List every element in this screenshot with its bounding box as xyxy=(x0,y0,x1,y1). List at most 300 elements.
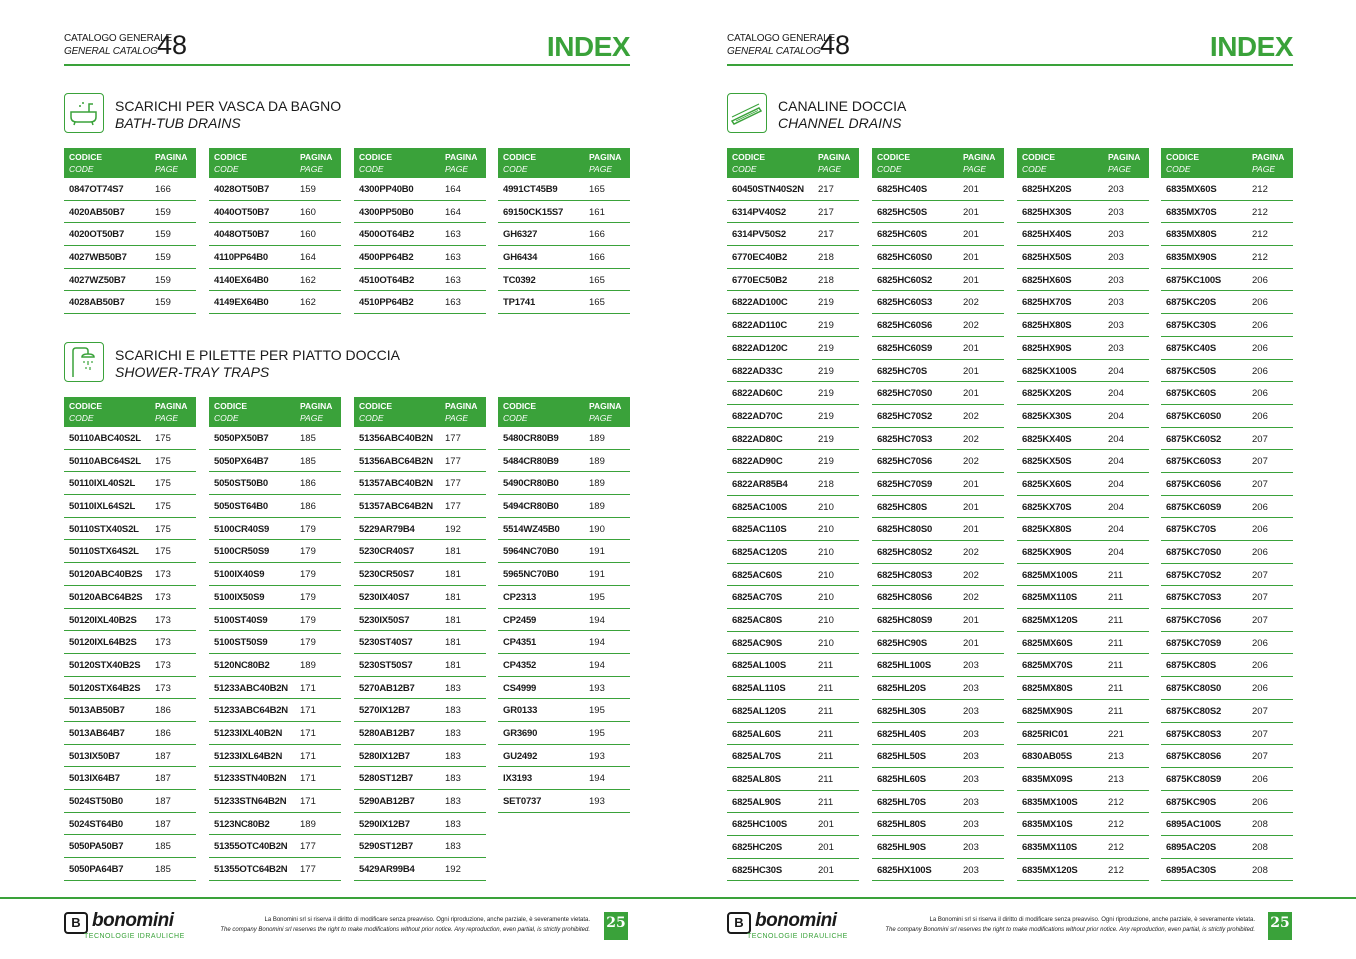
page-ref: 175 xyxy=(155,501,171,513)
page-ref: 203 xyxy=(963,819,979,831)
product-code: 50120IXL64B2S xyxy=(69,637,137,649)
product-code: 6875KC80S6 xyxy=(1166,751,1222,763)
product-code: 6825KX20S xyxy=(1022,388,1072,400)
table-row xyxy=(498,269,630,292)
table-row xyxy=(1017,382,1149,405)
page-ref: 177 xyxy=(445,433,461,444)
product-code: 6825MX60S xyxy=(1022,637,1073,649)
header-code-it: CODICE xyxy=(732,152,766,162)
product-code: GR3690 xyxy=(503,727,538,739)
product-code: 6875KC80S3 xyxy=(1166,728,1222,740)
product-code: 4500OT64B2 xyxy=(359,229,415,241)
page-ref: 210 xyxy=(818,615,834,627)
table-row xyxy=(498,495,630,518)
table-row xyxy=(498,518,630,541)
table-row xyxy=(209,246,341,269)
product-code: 6822AD100C xyxy=(732,297,788,309)
table-row xyxy=(354,201,486,224)
product-code: 6825HC70S9 xyxy=(877,478,933,490)
catalog-label-en: GENERAL CATALOG xyxy=(64,46,158,57)
product-code: 50120IXL40B2S xyxy=(69,614,137,626)
page-ref: 211 xyxy=(1108,569,1124,581)
index-table xyxy=(354,397,486,881)
product-code: 6825AL110S xyxy=(732,683,786,695)
table-row xyxy=(64,472,196,495)
page-ref: 185 xyxy=(300,433,316,444)
product-code: 4991CT45B9 xyxy=(503,184,558,195)
page-ref: 159 xyxy=(300,184,316,195)
table-row xyxy=(727,291,859,314)
page-ref: 211 xyxy=(818,660,834,672)
table-row xyxy=(1017,677,1149,700)
product-code: 6825HL30S xyxy=(877,705,926,717)
header-page-it: PAGINA xyxy=(818,152,851,162)
table-row xyxy=(354,609,486,632)
product-code: 6835MX90S xyxy=(1166,252,1217,264)
page-ref: 189 xyxy=(589,433,605,444)
product-code: 6825AC70S xyxy=(732,592,782,604)
index-table xyxy=(727,148,859,881)
page-ref: 208 xyxy=(1252,841,1268,853)
table-row xyxy=(64,246,196,269)
page-ref: 203 xyxy=(1108,229,1124,241)
page-ref: 185 xyxy=(300,455,316,467)
product-code: 6875KC50S xyxy=(1166,365,1216,377)
header-code-en: CODE xyxy=(877,164,902,174)
header-page-it: PAGINA xyxy=(155,401,188,411)
section-title-it: SCARICHI E PILETTE PER PIATTO DOCCIA xyxy=(115,347,400,363)
bathtub-icon xyxy=(64,93,104,133)
product-code: 6875KC70S0 xyxy=(1166,547,1222,558)
page-ref: 211 xyxy=(1108,660,1124,672)
page-ref: 211 xyxy=(818,796,834,808)
table-row xyxy=(872,564,1004,587)
product-code: 5290ST12B7 xyxy=(359,841,413,853)
product-code: 6825HC60S xyxy=(877,229,927,241)
page-ref: 208 xyxy=(1252,819,1268,831)
page-ref: 166 xyxy=(589,229,605,241)
section-title-en: CHANNEL DRAINS xyxy=(778,115,902,131)
product-code: 5230ST50S7 xyxy=(359,659,413,671)
product-code: 6825HC20S xyxy=(732,841,782,853)
page-ref: 206 xyxy=(1252,388,1268,400)
section-title-shower xyxy=(115,347,400,380)
product-code: 51356ABC40B2N xyxy=(359,433,433,444)
product-code: 6822AD70C xyxy=(732,410,783,422)
page-ref: 194 xyxy=(589,614,605,626)
table-row xyxy=(872,246,1004,269)
header-page-en: PAGE xyxy=(300,164,323,174)
table-row xyxy=(64,654,196,677)
page-ref: 171 xyxy=(300,727,316,739)
product-code: 5270AB12B7 xyxy=(359,682,415,694)
product-code: 6825HC70S3 xyxy=(877,433,933,445)
page-ref: 175 xyxy=(155,523,171,535)
section-title-channel xyxy=(778,98,906,131)
page-ref: 177 xyxy=(300,841,316,853)
table-row xyxy=(1161,337,1293,360)
table-row xyxy=(1017,360,1149,383)
page-ref: 211 xyxy=(818,728,834,740)
product-code: 6825HC70S2 xyxy=(877,410,933,422)
page-ref: 203 xyxy=(963,660,979,672)
header-code-it: CODICE xyxy=(69,152,103,162)
page-ref: 187 xyxy=(155,796,171,807)
table-row xyxy=(872,382,1004,405)
table-row xyxy=(727,813,859,836)
page-ref: 189 xyxy=(589,478,605,490)
page-ref: 201 xyxy=(818,841,834,853)
product-code: 5100ST50S9 xyxy=(214,637,268,649)
table-row xyxy=(209,699,341,722)
product-code: 5050PA50B7 xyxy=(69,841,124,853)
table-row xyxy=(872,700,1004,723)
page-ref: 203 xyxy=(1108,297,1124,309)
product-code: 6875KC60S0 xyxy=(1166,410,1222,422)
page-ref: 171 xyxy=(300,682,316,694)
page-ref: 159 xyxy=(155,206,171,218)
product-code: 6825AL120S xyxy=(732,705,786,717)
header-code-en: CODE xyxy=(214,164,239,174)
page-ref: 206 xyxy=(1252,342,1268,354)
header-code-en: CODE xyxy=(1022,164,1047,174)
page-ref: 161 xyxy=(589,206,605,218)
table-row xyxy=(872,723,1004,746)
page-ref: 186 xyxy=(155,705,171,717)
product-code: 6825HX90S xyxy=(1022,342,1072,354)
table-row xyxy=(354,586,486,609)
table-row xyxy=(727,768,859,791)
table-row xyxy=(209,858,341,881)
page-number: 48 xyxy=(157,30,188,60)
page-ref: 193 xyxy=(589,796,605,807)
page-ref: 203 xyxy=(1108,274,1124,286)
page-ref: 207 xyxy=(1252,456,1268,468)
product-code: 6825HL100S xyxy=(877,660,931,672)
page-ref: 183 xyxy=(445,727,461,739)
table-row xyxy=(1017,428,1149,451)
table-row xyxy=(354,813,486,836)
product-code: 6825MX80S xyxy=(1022,683,1073,695)
product-code: 6825KX60S xyxy=(1022,478,1072,490)
product-code: 50110STX40S2L xyxy=(69,523,139,535)
product-code: GH6434 xyxy=(503,252,538,264)
shower-icon xyxy=(64,342,104,382)
product-code: GU2492 xyxy=(503,750,538,762)
product-code: 6835MX10S xyxy=(1022,819,1073,831)
table-row xyxy=(354,745,486,768)
page-ref: 211 xyxy=(818,705,834,717)
header-code-it: CODICE xyxy=(214,401,248,411)
page-ref: 202 xyxy=(963,297,979,309)
table-row xyxy=(1161,496,1293,519)
table-row xyxy=(1161,428,1293,451)
product-code: 5514WZ45B0 xyxy=(503,523,560,535)
table-row xyxy=(209,813,341,836)
product-code: CP2313 xyxy=(503,591,537,603)
table-row xyxy=(354,858,486,881)
product-code: 6825KX80S xyxy=(1022,524,1072,536)
table-row xyxy=(872,541,1004,564)
table-row xyxy=(354,631,486,654)
page-ref: 183 xyxy=(445,818,461,830)
page-ref: 201 xyxy=(963,229,979,241)
page-ref: 201 xyxy=(963,365,979,377)
section-title-it: CANALINE DOCCIA xyxy=(778,98,907,114)
legal-notice-it: La Bonomini srl si riserva il diritto di modificare senza preavviso. Ogni riproduzione, anche parziale, è severamente vietata. xyxy=(929,917,1255,923)
page-ref: 203 xyxy=(1108,184,1124,195)
page-ref: 179 xyxy=(300,637,316,649)
table-header xyxy=(1017,148,1149,178)
page-ref: 206 xyxy=(1252,365,1268,377)
product-code: 4140EX64B0 xyxy=(214,274,269,286)
table-row xyxy=(1017,768,1149,791)
product-code: 6825AC100S xyxy=(732,501,788,513)
page-ref: 175 xyxy=(155,546,171,558)
product-code: 6825HC90S xyxy=(877,637,927,649)
table-row xyxy=(64,563,196,586)
product-code: 5230ST40S7 xyxy=(359,637,413,649)
page-header xyxy=(64,30,630,66)
page-ref: 219 xyxy=(818,365,834,377)
table-row xyxy=(354,178,486,201)
table-row xyxy=(354,563,486,586)
header-code-it: CODICE xyxy=(359,152,393,162)
table-row xyxy=(209,178,341,201)
product-code: 5050PA64B7 xyxy=(69,864,124,876)
table-row xyxy=(872,314,1004,337)
table-row xyxy=(1017,586,1149,609)
table-header xyxy=(1161,148,1293,178)
page-ref: 211 xyxy=(818,683,834,695)
product-code: 5100ST40S9 xyxy=(214,614,268,626)
page-ref: 207 xyxy=(1252,569,1268,581)
page-ref: 179 xyxy=(300,523,316,535)
product-code: 5050ST64B0 xyxy=(214,501,268,513)
table-row xyxy=(872,337,1004,360)
page-ref: 210 xyxy=(818,547,834,558)
product-code: 51356ABC64B2N xyxy=(359,455,433,467)
page-ref: 171 xyxy=(300,796,316,807)
table-row xyxy=(354,699,486,722)
table-row xyxy=(498,291,630,314)
table-row xyxy=(209,767,341,790)
table-row xyxy=(209,609,341,632)
product-code: 6875KC60S3 xyxy=(1166,456,1222,468)
product-code: 6875KC60S6 xyxy=(1166,478,1222,490)
catalog-label-it: CATALOGO GENERALE xyxy=(64,33,172,44)
page-ref: 201 xyxy=(818,819,834,831)
page-ref: 163 xyxy=(445,252,461,264)
table-row xyxy=(872,178,1004,201)
table-header xyxy=(64,148,196,178)
table-row xyxy=(1161,382,1293,405)
product-code: 6822AD110C xyxy=(732,320,788,332)
page-ref: 201 xyxy=(963,637,979,649)
product-code: 51233IXL64B2N xyxy=(214,750,283,762)
table-row xyxy=(498,223,630,246)
catalog-label-en: GENERAL CATALOG xyxy=(727,46,821,57)
page-ref: 211 xyxy=(1108,615,1124,627)
header-page-en: PAGE xyxy=(300,413,323,423)
product-code: 5120NC80B2 xyxy=(214,659,270,671)
product-code: 6825KX50S xyxy=(1022,456,1072,468)
header-code-en: CODE xyxy=(1166,164,1191,174)
header-code-it: CODICE xyxy=(503,152,537,162)
product-code: 5100CR50S9 xyxy=(214,546,270,558)
page-ref: 181 xyxy=(445,614,461,626)
table-row xyxy=(354,790,486,813)
table-row xyxy=(872,677,1004,700)
legal-notice-en: The company Bonomini srl reserves the right to make modifications without prior notice. Any reproduction, even partial, is strictly prohibited. xyxy=(220,927,590,933)
header-code-en: CODE xyxy=(359,164,384,174)
product-code: 5230CR50S7 xyxy=(359,569,415,581)
page-ref: 159 xyxy=(155,297,171,309)
table-row xyxy=(1017,269,1149,292)
table-row xyxy=(209,745,341,768)
table-row xyxy=(1161,836,1293,859)
table-row xyxy=(354,291,486,314)
table-row xyxy=(1017,609,1149,632)
page-title: INDEX xyxy=(1209,31,1293,62)
page-ref: 203 xyxy=(963,841,979,853)
product-code: 60450STN40S2N xyxy=(732,184,804,195)
table-header xyxy=(354,148,486,178)
table-row xyxy=(1017,450,1149,473)
page-ref: 195 xyxy=(589,705,605,717)
page-ref: 219 xyxy=(818,433,834,445)
product-code: 6875KC90S xyxy=(1166,796,1216,808)
table-row xyxy=(872,609,1004,632)
product-code: 6830AB05S xyxy=(1022,751,1072,763)
page-ref: 212 xyxy=(1252,229,1268,241)
header-code-it: CODICE xyxy=(69,401,103,411)
page-ref: 189 xyxy=(300,818,316,830)
table-row xyxy=(64,699,196,722)
table-row xyxy=(354,518,486,541)
page-ref: 160 xyxy=(300,206,316,218)
table-row xyxy=(1161,859,1293,882)
product-code: 5280IX12B7 xyxy=(359,750,410,762)
page-ref: 193 xyxy=(589,682,605,694)
page-ref: 210 xyxy=(818,569,834,581)
page-ref: 164 xyxy=(445,206,461,218)
page-ref: 210 xyxy=(818,592,834,604)
page-ref: 203 xyxy=(963,773,979,785)
product-code: 6825AL100S xyxy=(732,660,786,672)
product-code: 5280ST12B7 xyxy=(359,773,413,785)
table-row xyxy=(1161,314,1293,337)
product-code: 6825AL80S xyxy=(732,773,781,785)
product-code: 6825HC70S0 xyxy=(877,388,933,400)
product-code: 4020OT50B7 xyxy=(69,229,125,241)
product-code: 6875KC20S xyxy=(1166,297,1216,309)
product-code: 6825MX100S xyxy=(1022,569,1078,581)
page-ref: 191 xyxy=(589,569,605,581)
page-ref: 186 xyxy=(155,727,171,739)
table-row xyxy=(64,631,196,654)
header-page-it: PAGINA xyxy=(445,152,478,162)
table-row xyxy=(209,654,341,677)
table-row xyxy=(1017,291,1149,314)
section-title-en: SHOWER-TRAY TRAPS xyxy=(115,364,270,380)
product-code: 6875KC80S9 xyxy=(1166,773,1222,785)
page-ref: 177 xyxy=(445,478,461,490)
page-ref: 189 xyxy=(300,659,316,671)
legal-notice-en: The company Bonomini srl reserves the right to make modifications without prior notice. Any reproduction, even partial, is strictly prohibited. xyxy=(885,927,1255,933)
product-code: 5013IX50B7 xyxy=(69,750,120,762)
header-code-en: CODE xyxy=(732,164,757,174)
page-ref: 219 xyxy=(818,456,834,468)
table-row xyxy=(354,246,486,269)
table-row xyxy=(64,813,196,836)
product-code: 6835MX120S xyxy=(1022,864,1078,876)
product-code: 6822AD90C xyxy=(732,456,783,468)
product-code: 4300PP50B0 xyxy=(359,206,414,218)
table-row xyxy=(64,677,196,700)
table-row xyxy=(1017,405,1149,428)
table-row xyxy=(64,291,196,314)
legal-notice xyxy=(845,915,1255,935)
page-ref: 185 xyxy=(155,841,171,853)
page-ref: 211 xyxy=(818,751,834,763)
header-code-en: CODE xyxy=(69,164,94,174)
header-page-en: PAGE xyxy=(155,413,178,423)
page-ref: 210 xyxy=(818,524,834,536)
table-row xyxy=(498,790,630,813)
table-row xyxy=(872,586,1004,609)
product-code: 5123NC80B2 xyxy=(214,818,270,830)
page-ref: 201 xyxy=(963,388,979,400)
page-ref: 203 xyxy=(963,796,979,808)
product-code: 6835MX70S xyxy=(1166,206,1217,218)
product-code: 5480CR80B9 xyxy=(503,433,559,444)
table-row xyxy=(1017,723,1149,746)
header-page-en: PAGE xyxy=(155,164,178,174)
product-code: 6770EC40B2 xyxy=(732,252,788,264)
product-code: 6875KC70S2 xyxy=(1166,569,1222,581)
table-row xyxy=(64,495,196,518)
table-row xyxy=(727,450,859,473)
product-code: 6825HL90S xyxy=(877,841,926,853)
table-row xyxy=(727,836,859,859)
product-code: 6825HX70S xyxy=(1022,297,1072,309)
product-code: 6825KX100S xyxy=(1022,365,1077,377)
product-code: 6875KC80S xyxy=(1166,660,1216,672)
product-code: 5050PX64B7 xyxy=(214,455,269,467)
page-ref: 177 xyxy=(300,864,316,876)
page-ref: 203 xyxy=(1108,342,1124,354)
index-table xyxy=(1017,148,1149,881)
table-row xyxy=(498,767,630,790)
table-row xyxy=(498,699,630,722)
table-row xyxy=(1161,632,1293,655)
table-row xyxy=(1161,541,1293,564)
table-row xyxy=(727,269,859,292)
product-code: SET0737 xyxy=(503,796,542,807)
page-ref: 194 xyxy=(589,637,605,649)
product-code: 6875KC60S9 xyxy=(1166,501,1222,513)
header-code-en: CODE xyxy=(214,413,239,423)
table-row xyxy=(1161,768,1293,791)
table-row xyxy=(727,518,859,541)
page-ref: 211 xyxy=(1108,637,1124,649)
page-ref: 204 xyxy=(1108,433,1124,445)
page-ref: 221 xyxy=(1108,728,1124,740)
table-row xyxy=(727,791,859,814)
product-code: 6825RIC01 xyxy=(1022,728,1069,740)
page-ref: 181 xyxy=(445,659,461,671)
